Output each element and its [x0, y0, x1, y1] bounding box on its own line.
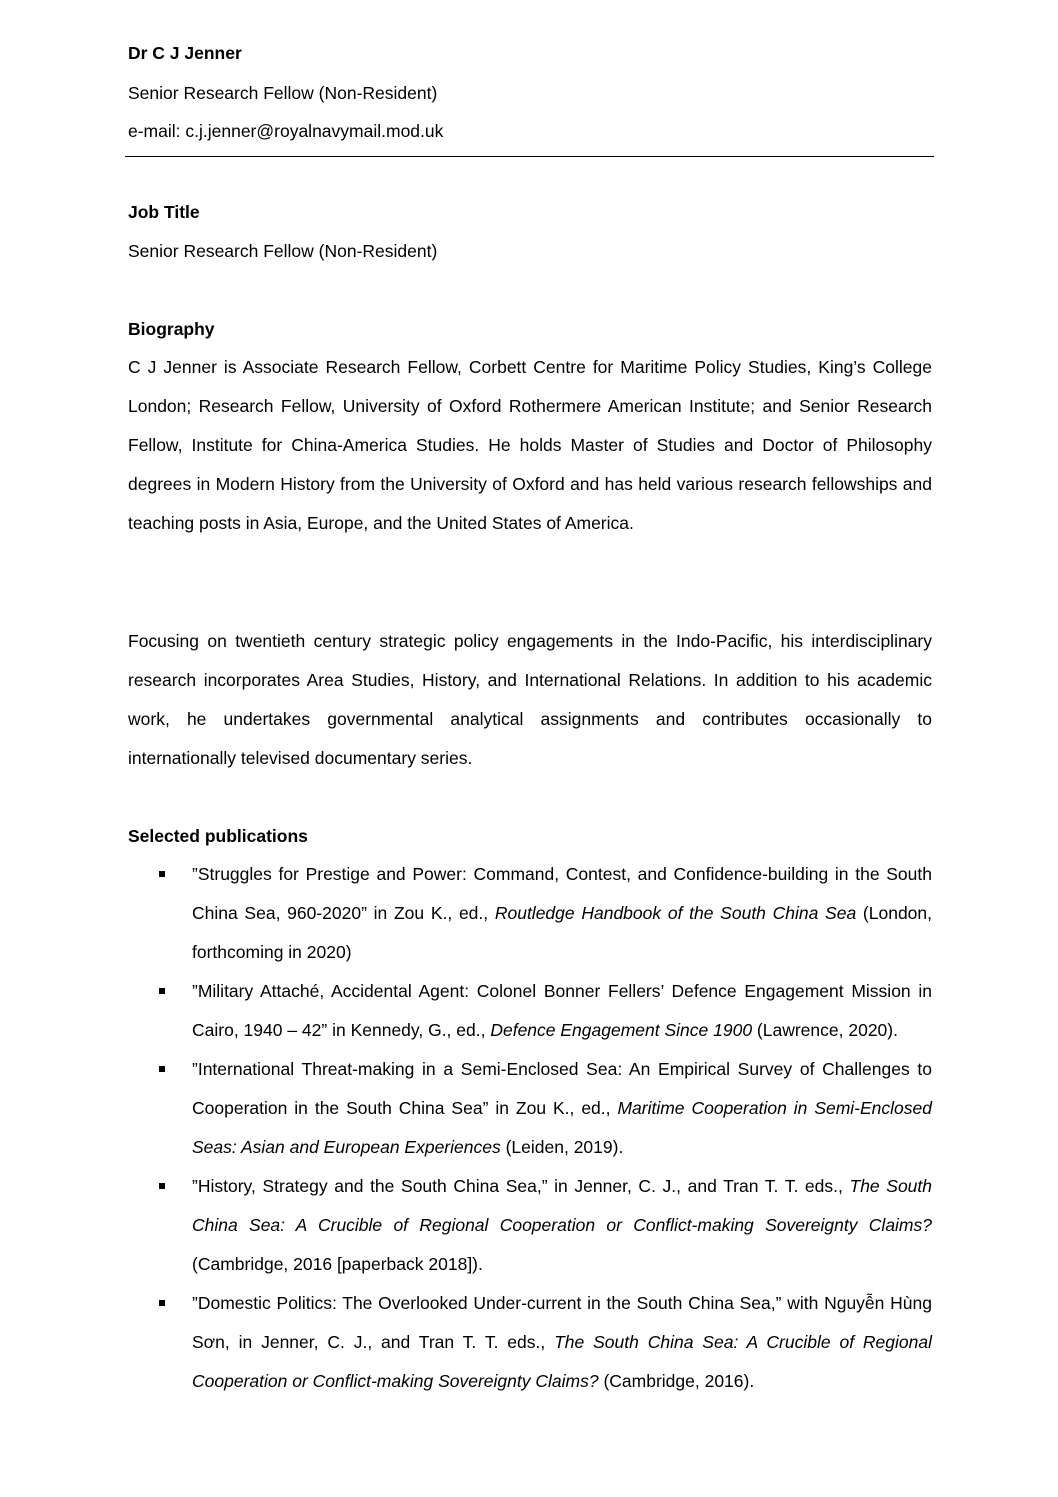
bullet-icon: [159, 871, 165, 877]
author-name: Dr C J Jenner: [128, 43, 242, 63]
biography-heading: Biography: [128, 319, 215, 339]
biography-paragraph-2: Focusing on twentieth century strategic policy engagements in the Indo-Pacific, his interdisciplinary research incorporates Area Studies, History, and International Relations. In addition to his academic work, he undertakes governmental analytical assignments and contributes occasionally to internationally televised documentary series.: [128, 631, 932, 768]
publication-text: ”Military Attaché, Accidental Agent: Colonel Bonner Fellers’ Defence Engagement Mission in Cairo, 1940 – 42” in Kennedy, G., ed.,: [192, 981, 932, 1040]
job-title-value: Senior Research Fellow (Non-Resident): [128, 241, 438, 261]
publication-details: (Cambridge, 2016).: [598, 1371, 755, 1391]
bullet-icon: [159, 988, 165, 994]
publication-details: (Leiden, 2019).: [500, 1137, 624, 1157]
author-role: Senior Research Fellow (Non-Resident): [128, 83, 438, 103]
author-email: e-mail: c.j.jenner@royalnavymail.mod.uk: [128, 121, 444, 141]
publication-item: [128, 855, 932, 972]
job-title-heading: Job Title: [128, 202, 200, 222]
publications-list: [128, 855, 932, 1401]
publication-title: Defence Engagement Since 1900: [490, 1020, 753, 1040]
biography-paragraph-1: C J Jenner is Associate Research Fellow, Corbett Centre for Maritime Policy Studies, King’s College London; Research Fellow, University of Oxford Rothermere American Institute; and Senior Research Fellow, Institute for China-America Studies. He holds Master of Studies and Doctor of Philosophy degrees in Modern History from the University of Oxford and has held various research fellowships and teaching posts in Asia, Europe, and the United States of America.: [128, 357, 932, 533]
publication-details: (Lawrence, 2020).: [752, 1020, 898, 1040]
header-divider: [125, 156, 934, 157]
publication-item: [128, 1050, 932, 1167]
bullet-icon: [159, 1183, 165, 1189]
publication-details: (Cambridge, 2016 [paperback 2018]).: [192, 1254, 483, 1274]
publication-item: [128, 1167, 932, 1284]
publication-details: (London, forthcoming in 2020): [192, 903, 932, 962]
publication-title: The South China Sea: A Crucible of Regional Cooperation or Conflict-making Sovereignty Claims?: [192, 1176, 933, 1235]
bullet-icon: [159, 1066, 165, 1072]
publication-title: The South China Sea: A Crucible of Regional Cooperation or Conflict-making Sovereignty Claims?: [192, 1332, 932, 1391]
publication-title: Maritime Cooperation in Semi-Enclosed Seas: Asian and European Experiences: [192, 1098, 933, 1157]
publication-item: [128, 972, 932, 1050]
bullet-icon: [159, 1300, 165, 1306]
publication-text: ”History, Strategy and the South China Sea,” in Jenner, C. J., and Tran T. T. eds.,: [192, 1176, 850, 1196]
publication-item: [128, 1284, 932, 1401]
publication-title: Routledge Handbook of the South China Sea: [494, 903, 857, 923]
publication-text: ”Domestic Politics: The Overlooked Under-current in the South China Sea,” with Nguyễn Hùng Sơn, in Jenner, C. J., and Tran T. T. eds.,: [192, 1293, 932, 1352]
publications-heading: Selected publications: [128, 826, 308, 846]
publication-text: ”Struggles for Prestige and Power: Command, Contest, and Confidence-building in the South China Sea, 960-2020” in Zou K., ed.,: [192, 864, 932, 923]
publication-text: ”International Threat-making in a Semi-Enclosed Sea: An Empirical Survey of Challenges to Cooperation in the South China Sea” in Zou K., ed.,: [192, 1059, 932, 1118]
